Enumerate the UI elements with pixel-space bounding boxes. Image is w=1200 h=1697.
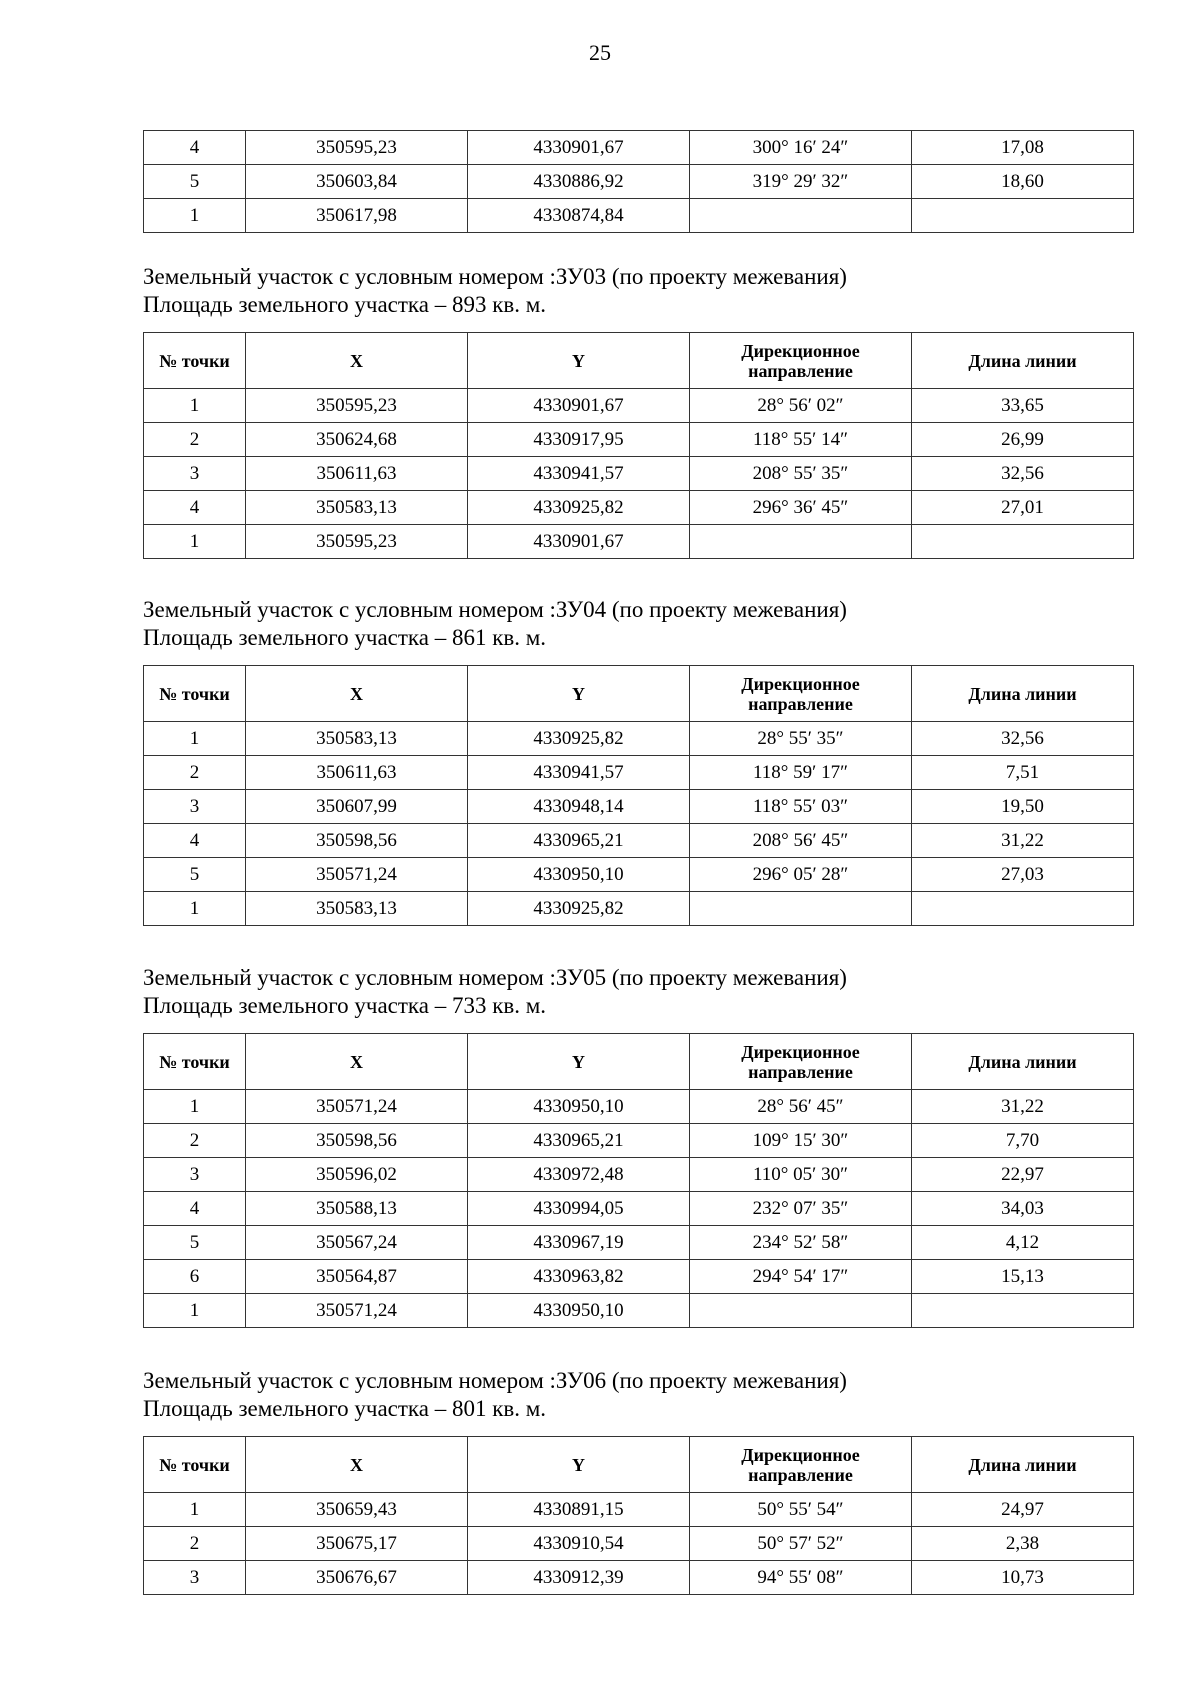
point-number: 4 (144, 131, 246, 165)
column-header-direction: Дирекционное направление (690, 666, 912, 722)
column-header-length: Длина линии (912, 1437, 1134, 1493)
column-header-direction: Дирекционное направление (690, 333, 912, 389)
y-coordinate: 4330967,19 (468, 1226, 690, 1260)
table-header-row (144, 333, 1134, 389)
parcel-heading-zu03 (143, 263, 847, 319)
point-number: 3 (144, 790, 246, 824)
direction-angle: 28° 56′ 45″ (690, 1090, 912, 1124)
column-header-x: X (246, 666, 468, 722)
table-row (144, 457, 1134, 491)
x-coordinate: 350624,68 (246, 423, 468, 457)
point-number: 5 (144, 1226, 246, 1260)
table-row (144, 389, 1134, 423)
y-coordinate: 4330948,14 (468, 790, 690, 824)
column-header-x: X (246, 1034, 468, 1090)
direction-angle (690, 1294, 912, 1328)
x-coordinate: 350588,13 (246, 1192, 468, 1226)
y-coordinate: 4330950,10 (468, 858, 690, 892)
point-number: 5 (144, 858, 246, 892)
x-coordinate: 350611,63 (246, 457, 468, 491)
column-header-y: Y (468, 1034, 690, 1090)
line-length: 15,13 (912, 1260, 1134, 1294)
y-coordinate: 4330965,21 (468, 824, 690, 858)
x-coordinate: 350567,24 (246, 1226, 468, 1260)
y-coordinate: 4330941,57 (468, 457, 690, 491)
parcel-heading-zu05 (143, 964, 847, 1020)
direction-angle (690, 199, 912, 233)
x-coordinate: 350598,56 (246, 824, 468, 858)
table-header-row (144, 1034, 1134, 1090)
table-row (144, 423, 1134, 457)
direction-angle: 300° 16′ 24″ (690, 131, 912, 165)
parcel-title: Земельный участок с условным номером :ЗУ04 (по проекту межевания) (143, 597, 847, 622)
x-coordinate: 350595,23 (246, 131, 468, 165)
table-header-row (144, 666, 1134, 722)
y-coordinate: 4330925,82 (468, 892, 690, 926)
table-row (144, 1090, 1134, 1124)
x-coordinate: 350598,56 (246, 1124, 468, 1158)
direction-angle: 94° 55′ 08″ (690, 1561, 912, 1595)
line-length (912, 525, 1134, 559)
table-row (144, 1192, 1134, 1226)
column-header-length: Длина линии (912, 666, 1134, 722)
y-coordinate: 4330965,21 (468, 1124, 690, 1158)
parcel-area: Площадь земельного участка – 893 кв. м. (143, 292, 547, 317)
line-length: 32,56 (912, 457, 1134, 491)
y-coordinate: 4330874,84 (468, 199, 690, 233)
x-coordinate: 350583,13 (246, 491, 468, 525)
line-length: 7,70 (912, 1124, 1134, 1158)
x-coordinate: 350617,98 (246, 199, 468, 233)
y-coordinate: 4330994,05 (468, 1192, 690, 1226)
table-row (144, 1561, 1134, 1595)
direction-angle: 294° 54′ 17″ (690, 1260, 912, 1294)
table-row (144, 1158, 1134, 1192)
column-header-x: X (246, 1437, 468, 1493)
point-number: 1 (144, 199, 246, 233)
line-length: 4,12 (912, 1226, 1134, 1260)
parcel-title: Земельный участок с условным номером :ЗУ06 (по проекту межевания) (143, 1368, 847, 1393)
coordinates-table-continued (143, 130, 1134, 233)
y-coordinate: 4330972,48 (468, 1158, 690, 1192)
column-header-y: Y (468, 666, 690, 722)
direction-angle: 110° 05′ 30″ (690, 1158, 912, 1192)
column-header-direction: Дирекционное направление (690, 1034, 912, 1090)
line-length: 17,08 (912, 131, 1134, 165)
y-coordinate: 4330925,82 (468, 491, 690, 525)
direction-angle: 296° 05′ 28″ (690, 858, 912, 892)
point-number: 1 (144, 525, 246, 559)
table-row (144, 1493, 1134, 1527)
column-header-y: Y (468, 333, 690, 389)
y-coordinate: 4330941,57 (468, 756, 690, 790)
column-header-length: Длина линии (912, 333, 1134, 389)
point-number: 1 (144, 892, 246, 926)
column-header-point: № точки (144, 666, 246, 722)
line-length: 24,97 (912, 1493, 1134, 1527)
line-length: 27,03 (912, 858, 1134, 892)
point-number: 1 (144, 1090, 246, 1124)
table-row (144, 858, 1134, 892)
table-row (144, 892, 1134, 926)
coordinates-table-zu04 (143, 665, 1134, 926)
point-number: 2 (144, 1527, 246, 1561)
coordinates-table-zu05 (143, 1033, 1134, 1328)
table-row (144, 1226, 1134, 1260)
direction-angle: 234° 52′ 58″ (690, 1226, 912, 1260)
x-coordinate: 350603,84 (246, 165, 468, 199)
y-coordinate: 4330901,67 (468, 389, 690, 423)
parcel-heading-zu04 (143, 596, 847, 652)
direction-angle (690, 525, 912, 559)
x-coordinate: 350595,23 (246, 389, 468, 423)
line-length: 18,60 (912, 165, 1134, 199)
y-coordinate: 4330912,39 (468, 1561, 690, 1595)
parcel-area: Площадь земельного участка – 801 кв. м. (143, 1396, 547, 1421)
y-coordinate: 4330917,95 (468, 423, 690, 457)
page-number: 25 (589, 40, 611, 65)
y-coordinate: 4330901,67 (468, 131, 690, 165)
coordinates-table-zu03 (143, 332, 1134, 559)
x-coordinate: 350571,24 (246, 1294, 468, 1328)
x-coordinate: 350675,17 (246, 1527, 468, 1561)
direction-angle: 208° 55′ 35″ (690, 457, 912, 491)
table-row (144, 756, 1134, 790)
column-header-point: № точки (144, 333, 246, 389)
table-row (144, 1527, 1134, 1561)
line-length: 31,22 (912, 824, 1134, 858)
line-length (912, 1294, 1134, 1328)
y-coordinate: 4330910,54 (468, 1527, 690, 1561)
line-length: 31,22 (912, 1090, 1134, 1124)
direction-angle: 28° 56′ 02″ (690, 389, 912, 423)
column-header-length: Длина линии (912, 1034, 1134, 1090)
y-coordinate: 4330950,10 (468, 1090, 690, 1124)
direction-angle: 208° 56′ 45″ (690, 824, 912, 858)
x-coordinate: 350596,02 (246, 1158, 468, 1192)
point-number: 1 (144, 1294, 246, 1328)
table-row (144, 824, 1134, 858)
x-coordinate: 350571,24 (246, 1090, 468, 1124)
parcel-area: Площадь земельного участка – 861 кв. м. (143, 625, 547, 650)
point-number: 4 (144, 824, 246, 858)
x-coordinate: 350676,67 (246, 1561, 468, 1595)
direction-angle: 118° 55′ 14″ (690, 423, 912, 457)
point-number: 2 (144, 1124, 246, 1158)
table-header-row (144, 1437, 1134, 1493)
line-length: 27,01 (912, 491, 1134, 525)
column-header-x: X (246, 333, 468, 389)
line-length (912, 892, 1134, 926)
point-number: 1 (144, 722, 246, 756)
direction-angle: 50° 57′ 52″ (690, 1527, 912, 1561)
direction-angle: 28° 55′ 35″ (690, 722, 912, 756)
direction-angle: 118° 55′ 03″ (690, 790, 912, 824)
point-number: 4 (144, 1192, 246, 1226)
table-row (144, 491, 1134, 525)
column-header-point: № точки (144, 1034, 246, 1090)
table-row (144, 722, 1134, 756)
direction-angle: 319° 29′ 32″ (690, 165, 912, 199)
direction-angle: 232° 07′ 35″ (690, 1192, 912, 1226)
direction-angle: 109° 15′ 30″ (690, 1124, 912, 1158)
direction-angle (690, 892, 912, 926)
table-row (144, 1260, 1134, 1294)
direction-angle: 296° 36′ 45″ (690, 491, 912, 525)
y-coordinate: 4330901,67 (468, 525, 690, 559)
line-length: 10,73 (912, 1561, 1134, 1595)
y-coordinate: 4330891,15 (468, 1493, 690, 1527)
x-coordinate: 350595,23 (246, 525, 468, 559)
point-number: 3 (144, 457, 246, 491)
column-header-point: № точки (144, 1437, 246, 1493)
y-coordinate: 4330963,82 (468, 1260, 690, 1294)
parcel-heading-zu06 (143, 1367, 847, 1423)
parcel-area: Площадь земельного участка – 733 кв. м. (143, 993, 547, 1018)
direction-angle: 118° 59′ 17″ (690, 756, 912, 790)
table-row (144, 1124, 1134, 1158)
direction-angle: 50° 55′ 54″ (690, 1493, 912, 1527)
line-length: 2,38 (912, 1527, 1134, 1561)
table-row (144, 165, 1134, 199)
y-coordinate: 4330950,10 (468, 1294, 690, 1328)
point-number: 6 (144, 1260, 246, 1294)
x-coordinate: 350659,43 (246, 1493, 468, 1527)
column-header-direction: Дирекционное направление (690, 1437, 912, 1493)
table-row (144, 790, 1134, 824)
table-row (144, 131, 1134, 165)
point-number: 1 (144, 1493, 246, 1527)
line-length: 19,50 (912, 790, 1134, 824)
line-length: 7,51 (912, 756, 1134, 790)
coordinates-table-zu06 (143, 1436, 1134, 1595)
table-row (144, 1294, 1134, 1328)
point-number: 5 (144, 165, 246, 199)
table-row (144, 199, 1134, 233)
point-number: 4 (144, 491, 246, 525)
y-coordinate: 4330886,92 (468, 165, 690, 199)
line-length: 33,65 (912, 389, 1134, 423)
table-row (144, 525, 1134, 559)
x-coordinate: 350571,24 (246, 858, 468, 892)
parcel-title: Земельный участок с условным номером :ЗУ05 (по проекту межевания) (143, 965, 847, 990)
line-length: 32,56 (912, 722, 1134, 756)
line-length: 34,03 (912, 1192, 1134, 1226)
x-coordinate: 350583,13 (246, 722, 468, 756)
column-header-y: Y (468, 1437, 690, 1493)
x-coordinate: 350607,99 (246, 790, 468, 824)
x-coordinate: 350583,13 (246, 892, 468, 926)
point-number: 3 (144, 1158, 246, 1192)
x-coordinate: 350611,63 (246, 756, 468, 790)
y-coordinate: 4330925,82 (468, 722, 690, 756)
line-length: 22,97 (912, 1158, 1134, 1192)
parcel-title: Земельный участок с условным номером :ЗУ03 (по проекту межевания) (143, 264, 847, 289)
point-number: 1 (144, 389, 246, 423)
point-number: 3 (144, 1561, 246, 1595)
point-number: 2 (144, 756, 246, 790)
line-length: 26,99 (912, 423, 1134, 457)
x-coordinate: 350564,87 (246, 1260, 468, 1294)
point-number: 2 (144, 423, 246, 457)
line-length (912, 199, 1134, 233)
